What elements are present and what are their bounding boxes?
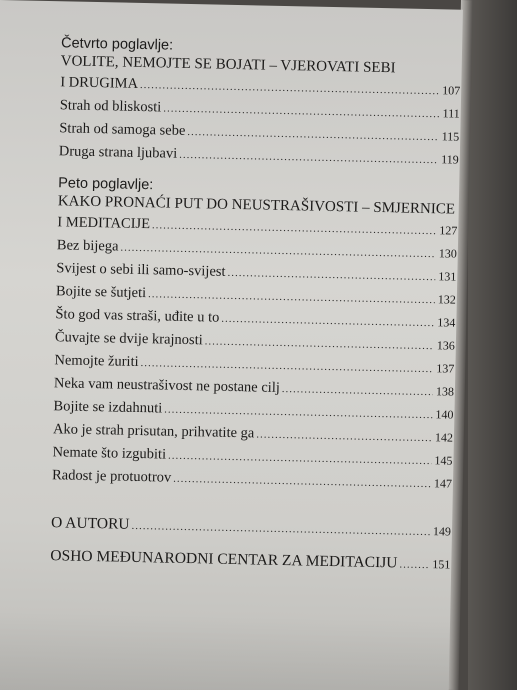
toc-entry-page: 134 <box>437 315 456 330</box>
toc-entry-title: OSHO MEĐUNARODNI CENTAR ZA MEDITACIJU <box>50 547 398 572</box>
toc-entry-title: Druga strana ljubavi <box>58 143 178 162</box>
toc-entry-title: Čuvajte se dvije krajnosti <box>54 329 203 349</box>
toc-entry-title: Strah od samoga sebe <box>59 120 186 139</box>
toc-entry-page: 142 <box>434 430 454 445</box>
toc-entry-page: 138 <box>435 384 455 399</box>
background-surface <box>468 0 517 690</box>
toc-entry-title: I DRUGIMA <box>60 74 139 92</box>
toc-entry-title: Ako je strah prisutan, prihvatite ga <box>52 421 255 442</box>
dot-leader <box>221 308 434 334</box>
dot-leader <box>179 144 438 171</box>
toc-entry-page: 131 <box>438 269 457 284</box>
toc-entry-title: Neka vam neustrašivost ne postane cilj <box>53 375 281 396</box>
toc-entry-page: 132 <box>437 292 456 307</box>
toc-entry-page: 136 <box>436 338 456 353</box>
toc-entry-title: I MEDITACIJE <box>57 214 151 233</box>
toc-entry-title: Strah od bliskosti <box>59 97 162 116</box>
table-of-contents <box>50 35 461 577</box>
dot-leader <box>256 423 432 449</box>
toc-entry-title: Bez bijega <box>56 237 119 255</box>
toc-entry-page: 115 <box>441 129 460 144</box>
toc-entry-title: Bojite se izdahnuti <box>53 398 163 417</box>
toc-entry-title: Radost je protuotrov <box>51 467 172 486</box>
toc-entry-page: 107 <box>442 83 461 98</box>
dot-leader <box>227 262 435 288</box>
chapter-4-section <box>59 35 462 171</box>
toc-entry-author <box>51 511 451 544</box>
toc-entry-page: 145 <box>434 453 453 468</box>
toc-entry-title: Nemojte žuriti <box>54 352 139 370</box>
toc-entry-title: O AUTORU <box>50 514 130 533</box>
back-matter-section <box>50 511 451 577</box>
toc-entry-page: 140 <box>435 407 454 422</box>
chapter-5-section <box>52 175 458 495</box>
toc-entry-page: 119 <box>441 152 459 167</box>
dot-leader <box>131 514 430 544</box>
chapter-label: Četvrto poglavlje: <box>60 35 174 54</box>
toc-entry-page: 111 <box>442 106 460 121</box>
toc-entry-title: Bojite se šutjeti <box>55 283 147 302</box>
toc-entry-page: 130 <box>438 246 457 261</box>
toc-entry-page: 147 <box>433 476 453 491</box>
toc-entry-title: Nemate što izgubiti <box>52 444 167 463</box>
toc-entry-title: Svijest o sebi ili samo-svijest <box>56 260 226 280</box>
toc-entry-osho-centre <box>50 544 450 577</box>
toc-entry-page: 127 <box>439 223 458 238</box>
dot-leader <box>399 552 429 577</box>
toc-entry-page: 149 <box>432 524 452 539</box>
toc-entry-title: Što god vas straši, uđite u to <box>55 306 220 326</box>
chapter-title: KAKO PRONAĆI PUT DO NEUSTRAŠIVOSTI – SMJERNICE <box>57 193 456 218</box>
chapter-label: Peto poglavlje: <box>58 175 154 194</box>
dot-leader <box>173 468 431 495</box>
toc-entry-page: 137 <box>436 361 455 376</box>
toc-entry-page: 151 <box>432 557 451 572</box>
dot-leader <box>282 378 434 403</box>
chapter-title: VOLITE, NEMOJTE SE BOJATI – VJEROVATI SEBI <box>60 53 396 77</box>
